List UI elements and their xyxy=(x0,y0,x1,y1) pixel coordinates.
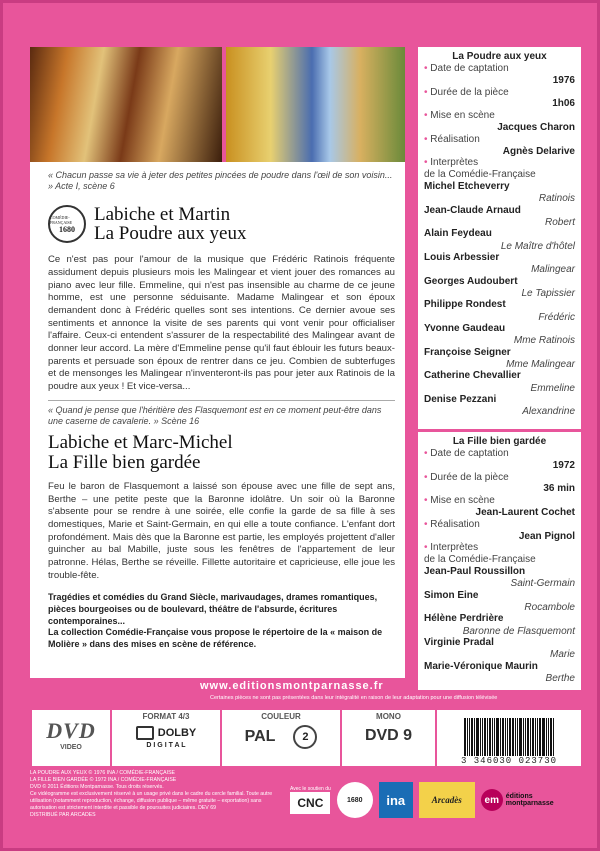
quote-2: « Quand je pense que l'héritière des Flasquemont est en ce moment peut-être dans une caserne de cavalerie. » Scène 16 xyxy=(48,404,382,426)
barcode-bar xyxy=(482,718,483,756)
credits-title-2: La Fille bien gardée xyxy=(452,436,547,447)
cast-role: Le Maître d'hôtel xyxy=(500,240,575,252)
mono-cell xyxy=(342,710,437,766)
barcode-bar xyxy=(502,718,504,756)
dolby-icon xyxy=(136,726,154,740)
dvd-logo-text: DVD xyxy=(46,718,96,743)
scene-photo-1 xyxy=(30,47,222,162)
arcades-logo: Arcadès xyxy=(419,782,475,818)
cnc-text: CNC xyxy=(290,792,330,814)
capture-date: 1972 xyxy=(552,459,575,471)
photo-strip xyxy=(30,47,405,162)
montparnasse-text: éditions montparnasse xyxy=(505,793,554,807)
barcode-bar xyxy=(476,718,479,756)
cast-name: Hélène Perdrière xyxy=(424,613,504,625)
cast-name: Alain Feydeau xyxy=(424,228,492,240)
dolby-logo xyxy=(136,726,197,740)
format-cell xyxy=(112,710,222,766)
divider xyxy=(48,400,395,401)
director-row xyxy=(424,110,575,122)
cast-name: Denise Pezzani xyxy=(424,394,497,406)
barcode-bar xyxy=(527,718,529,756)
barcode-bar xyxy=(464,718,466,756)
color-cell xyxy=(222,710,342,766)
cast-row xyxy=(424,157,575,169)
barcode-bar xyxy=(517,718,518,756)
seal-text: COMÉDIE-FRANÇAISE xyxy=(50,214,73,225)
barcode-bar xyxy=(539,718,541,756)
dolby-text: DOLBY xyxy=(157,727,197,739)
collection-text-2: La collection Comédie-Française vous propose le répertoire de la « maison de Molière » dans des mises en scène de référence. xyxy=(48,627,383,649)
authors-1: Labiche et Martin xyxy=(94,203,231,225)
montparnasse-logo xyxy=(481,789,556,811)
cast-list-2 xyxy=(424,566,575,684)
duration-row xyxy=(424,472,575,484)
realisation: Agnès Delarive xyxy=(502,145,575,157)
barcode-bar xyxy=(546,718,547,756)
legal-line: Ce vidéogramme est exclusivement réservé à un usage privé dans le cadre du cercle familial. Toute autre utilisation (notamment reproduction, échange, diffusion publique – même gratuite – exportation) sans autorisation est strictement interdite et passible de poursuites judiciaires. DEV 69 xyxy=(30,791,273,812)
play-title-2 xyxy=(48,433,395,473)
barcode-bar xyxy=(525,718,526,756)
legal-notice xyxy=(30,770,280,819)
website-link[interactable]: www.editionsmontparnasse.fr xyxy=(200,680,384,692)
barcode-bar xyxy=(550,718,552,756)
barcode-bar xyxy=(512,718,514,756)
dolby-sub: D I G I T A L xyxy=(146,742,186,749)
barcode-bar xyxy=(535,718,536,756)
pal: PAL xyxy=(244,728,276,745)
cast-role: Ratinois xyxy=(538,193,575,205)
barcode-bar xyxy=(553,718,554,756)
cnc-pre: Avec le soutien du xyxy=(290,786,331,792)
barcode-bar xyxy=(492,718,493,756)
cast-name: Jean-Paul Roussillon xyxy=(424,565,526,577)
mono-label: MONO xyxy=(376,712,401,721)
cast-role: Emmeline xyxy=(530,382,575,394)
barcode-bar xyxy=(542,718,545,756)
barcode-bar xyxy=(532,718,534,756)
label: • Interprètes xyxy=(424,157,478,169)
dvd-video-logo xyxy=(32,710,112,766)
cnc-logo xyxy=(290,786,331,814)
scene-photo-2 xyxy=(226,47,405,162)
cast-name: Simon Eine xyxy=(424,589,479,601)
barcode-bar xyxy=(507,718,508,756)
cast-role: Berthe xyxy=(545,672,575,684)
barcode-bar xyxy=(496,718,499,756)
cast-role: Malingear xyxy=(531,264,575,276)
barcode-bar xyxy=(523,718,524,756)
barcode-bar xyxy=(505,718,506,756)
dvd9: DVD 9 xyxy=(364,727,413,744)
disclaimer: Certaines pièces ne sont pas présentées dans leur intégralité en raison de leur adaptation pour une diffusion télévisée xyxy=(210,695,498,701)
cast-name: Georges Audoubert xyxy=(424,275,518,287)
cast-role: Marie xyxy=(549,649,575,661)
director: Jean-Laurent Cochet xyxy=(475,506,575,518)
cast-row xyxy=(424,542,575,554)
comedie-francaise-logo-icon: 1680 xyxy=(337,782,373,818)
cast-role: Baronne de Flasquemont xyxy=(462,625,575,637)
duration: 1h06 xyxy=(552,98,575,110)
cast-role: Le Tapissier xyxy=(521,287,575,299)
cast-role: Frédéric xyxy=(538,311,575,323)
label: • Réalisation xyxy=(424,519,480,531)
realisation-row xyxy=(424,134,575,146)
label: • Mise en scène xyxy=(424,110,495,122)
cast-sub: de la Comédie-Française xyxy=(424,169,536,181)
synopsis-2: Feu le baron de Flasquemont a laissé son épouse avec une fille de sept ans, Berthe – une petite peste que la Baronne idolâtre. Un soir où la Baronne s'absente pour se rendre à une soirée, elle confie la garde de sa fille à ses domestiques, Marie et Saint-Germain, en qui elle a toute confiance. L'enfant dort profondément. Mais dès que la Baronne est partie, les employés projettent d'aller guincher au bal Mabille, juste sous les fenêtres de l'appartement de leur patronne. Hélas, Berthe se réveille. Fillette autoritaire et capricieuse, elle joue les trouble-fête. xyxy=(48,480,395,581)
barcode-bar xyxy=(537,718,538,756)
barcode-bar xyxy=(500,718,501,756)
barcode-bars xyxy=(464,713,554,756)
barcode-bar xyxy=(480,718,481,756)
cast-name: Louis Arbessier xyxy=(424,252,500,264)
barcode-bar xyxy=(548,718,549,756)
play-name-1: La Poudre aux yeux xyxy=(94,223,247,245)
seal-year: 1680 xyxy=(59,224,75,234)
format-label: FORMAT 4/3 xyxy=(142,712,190,721)
partner-logos xyxy=(290,782,556,818)
barcode-bar xyxy=(487,718,488,756)
collection-text-1: Tragédies et comédies du Grand Siècle, marivaudages, drames romantiques, pièces bourgeoises ou de boulevard, théâtre de l'absurde, écritures contemporaines... xyxy=(48,592,378,626)
barcode-bar xyxy=(530,718,531,756)
title-block-1 xyxy=(48,205,395,245)
legal-line: DVD © 2011 Éditions Montparnasse. Tous droits réservés. xyxy=(30,784,164,791)
cast-name: Catherine Chevallier xyxy=(424,370,521,382)
play-name-2: La Fille bien gardée xyxy=(48,452,201,474)
cast-name: Jean-Claude Arnaud xyxy=(424,204,521,216)
cast-role: Saint-Germain xyxy=(510,578,575,590)
duration: 36 min xyxy=(543,483,575,495)
cast-role: Mme Malingear xyxy=(506,358,575,370)
montparnasse-icon: em xyxy=(481,789,503,811)
cast-name: Philippe Rondest xyxy=(424,299,506,311)
label: • Réalisation xyxy=(424,134,480,146)
cast-name: Virginie Pradal xyxy=(424,637,494,649)
cast-role: Rocambole xyxy=(524,601,575,613)
barcode-bar xyxy=(519,718,522,756)
synopsis-1: Ce n'est pas pour l'amour de la musique que Frédéric Ratinois fréquente assidument depuis plusieurs mois les Malingear et vient jouer des romances au piano avec leur fille. Emmeline, qui n'est pas insensible au charme de ce jeune homme, est une personne séduisante. Madame Malingear et son époux demandent donc à Frédéric quelles sont ses intentions. Ce dernier avoue ses sentiments et annonce la visite de ses parents qui vont venir pour officialiser l'affaire. Ceux-ci entendent s'assurer de la respectabilité des Malingear avant de donner leur accord. La mère d'Emmeline pense qu'il faut éblouir les futurs beaux-parents et persuade son époux de rentrer dans ce jeu. Combien de subterfuges et de mensonges les Malingear n'inventeront-ils pas pour jeter aux Ratinois de la poudre aux yeux ! Et vice-versa... xyxy=(48,254,395,392)
synopsis-panel xyxy=(30,162,405,678)
legal-line: DISTRIBUÉ PAR ARCADES xyxy=(30,812,96,819)
barcode-bar xyxy=(509,718,511,756)
barcode-bar xyxy=(494,718,495,756)
cast-name: Françoise Seigner xyxy=(424,346,511,358)
credits-title-1: La Poudre aux yeux xyxy=(452,51,547,62)
realisation: Jean Pignol xyxy=(518,530,575,542)
cast-name: Michel Etcheverry xyxy=(424,180,510,192)
cast-role: Mme Ratinois xyxy=(513,335,575,347)
capture-date-row xyxy=(424,448,575,460)
capture-date-row xyxy=(424,63,575,75)
barcode-bar xyxy=(484,718,486,756)
barcode-bar xyxy=(467,718,468,756)
legal-line: LA POUDRE AUX YEUX © 1976 INA / COMÉDIE-FRANÇAISE xyxy=(30,770,175,776)
couleur-label: COULEUR xyxy=(261,712,301,721)
barcode-bar xyxy=(515,718,516,756)
dvd-sub: VIDEO xyxy=(60,744,82,751)
label: • Date de captation xyxy=(424,63,509,75)
comedie-francaise-seal-icon xyxy=(48,205,86,243)
legal-line: LA FILLE BIEN GARDÉE © 1972 INA / COMÉDIE-FRANÇAISE xyxy=(30,777,177,784)
barcode-bar xyxy=(489,718,491,756)
barcode-bar xyxy=(469,718,470,756)
collection-text xyxy=(48,592,395,650)
capture-date: 1976 xyxy=(552,74,575,86)
play-title-1 xyxy=(94,205,246,245)
director-row xyxy=(424,495,575,507)
ina-logo: ina xyxy=(379,782,413,818)
barcode-bar xyxy=(474,718,475,756)
barcode xyxy=(437,710,581,766)
label: • Date de captation xyxy=(424,448,509,460)
quote-1: « Chacun passe sa vie à jeter des petites pincées de poudre dans l'œil de son voisin... » Acte I, scène 6 xyxy=(48,170,393,192)
credits-panel-2 xyxy=(418,432,581,690)
tech-specs-bar xyxy=(30,708,583,768)
cast-sub: de la Comédie-Française xyxy=(424,554,536,566)
credits-panel-1 xyxy=(418,47,581,429)
zone-globe-icon: 2 xyxy=(293,725,317,749)
duration-row xyxy=(424,87,575,99)
cast-role: Alexandrine xyxy=(522,406,575,418)
realisation-row xyxy=(424,519,575,531)
barcode-number: 3 346030 023730 xyxy=(460,756,557,766)
barcode-bar xyxy=(471,718,473,756)
cast-role: Robert xyxy=(544,216,575,228)
label: • Mise en scène xyxy=(424,495,495,507)
label: • Durée de la pièce xyxy=(424,87,509,99)
authors-2: Labiche et Marc-Michel xyxy=(48,432,233,454)
cast-name: Marie-Véronique Maurin xyxy=(424,660,538,672)
cast-list-1 xyxy=(424,181,575,418)
label: • Interprètes xyxy=(424,542,478,554)
director: Jacques Charon xyxy=(497,121,575,133)
cast-name: Yvonne Gaudeau xyxy=(424,323,506,335)
label: • Durée de la pièce xyxy=(424,472,509,484)
